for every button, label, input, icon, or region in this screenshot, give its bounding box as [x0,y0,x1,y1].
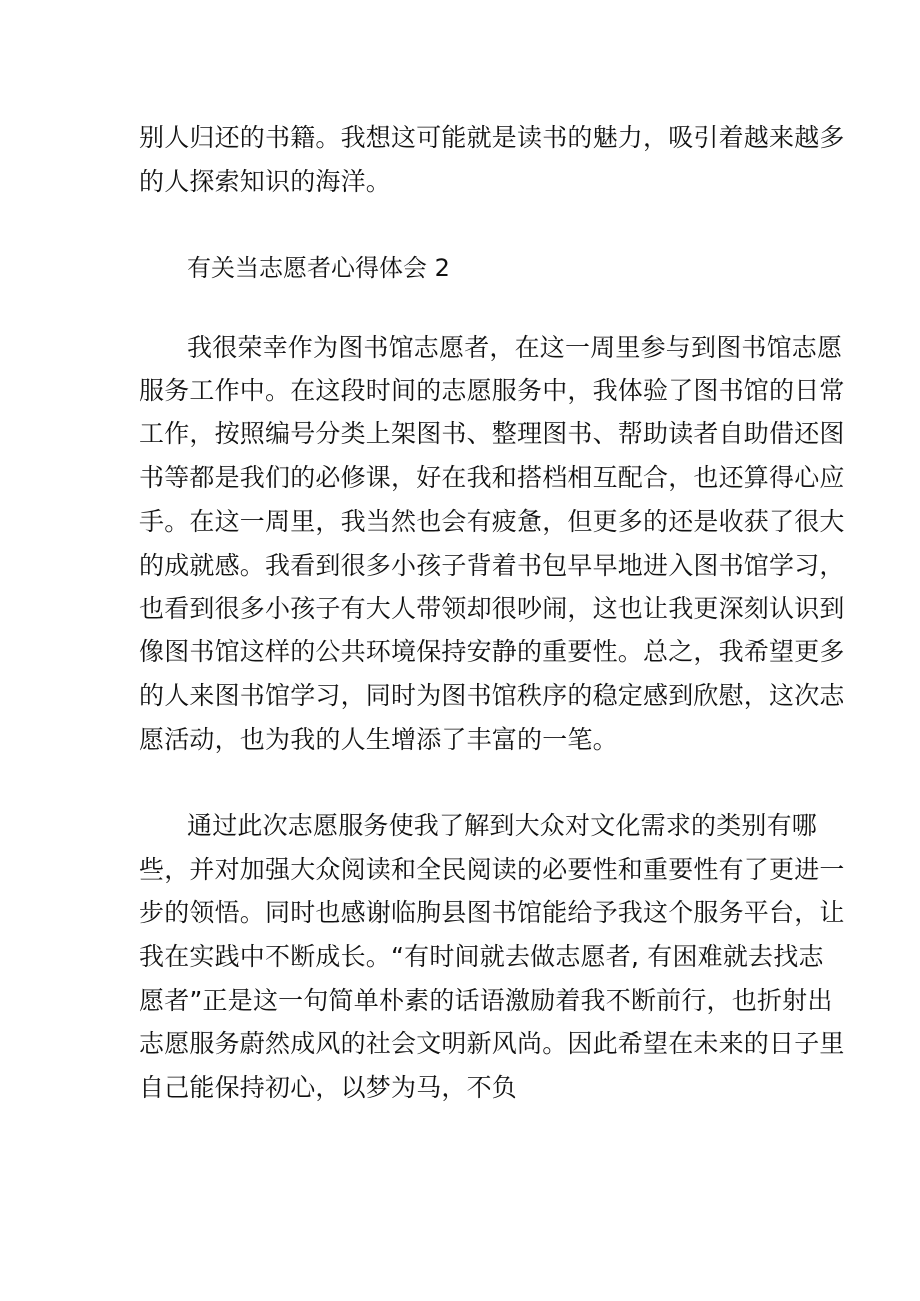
section-heading: 有关当志愿者心得体会 2 [187,254,450,282]
p1-line-5: 手。在这一周里，我当然也会有疲惫，但更多的还是收获了很大 [139,507,845,536]
p1-line-1: 我很荣幸作为图书馆志愿者，在这一周里参与到图书馆志愿 [187,333,843,362]
p1-line-7: 也看到很多小孩子有大人带领却很吵闹，这也让我更深刻认识到 [139,594,845,623]
p2-line-6: 志愿服务蔚然成风的社会文明新风尚。因此希望在未来的日子里 [139,1029,845,1058]
p1-line-2: 服务工作中。在这段时间的志愿服务中，我体验了图书馆的日常 [139,376,845,405]
p1-line-3: 工作，按照编号分类上架图书、整理图书、帮助读者自助借还图 [139,419,845,448]
p2-line-3: 步的领悟。同时也感谢临朐县图书馆能给予我这个服务平台，让 [139,898,845,927]
p2-line-1: 通过此次志愿服务使我了解到大众对文化需求的类别有哪 [187,811,818,840]
p2-line-2: 些，并对加强大众阅读和全民阅读的必要性和重要性有了更进一 [139,855,845,884]
p1-line-8: 像图书馆这样的公共环境保持安静的重要性。总之，我希望更多 [139,637,845,666]
intro-line-2: 的人探索知识的海洋。 [139,167,392,196]
p2-line-5: 愿者”正是这一句简单朴素的话语激励着我不断前行，也折射出 [139,986,833,1015]
p1-line-4: 书等都是我们的必修课，好在我和搭档相互配合，也还算得心应 [139,463,845,492]
p2-line-4: 我在实践中不断成长。“有时间就去做志愿者, 有困难就去找志 [139,942,824,971]
p1-line-10: 愿活动，也为我的人生增添了丰富的一笔。 [139,725,618,754]
p1-line-6: 的成就感。我看到很多小孩子背着书包早早地进入图书馆学习， [139,551,845,580]
p2-line-7: 自己能保持初心，以梦为马，不负 [139,1073,518,1102]
p1-line-9: 的人来图书馆学习，同时为图书馆秩序的稳定感到欣慰，这次志 [139,681,845,710]
intro-line-1: 别人归还的书籍。我想这可能就是读书的魅力，吸引着越来越多 [139,123,845,152]
